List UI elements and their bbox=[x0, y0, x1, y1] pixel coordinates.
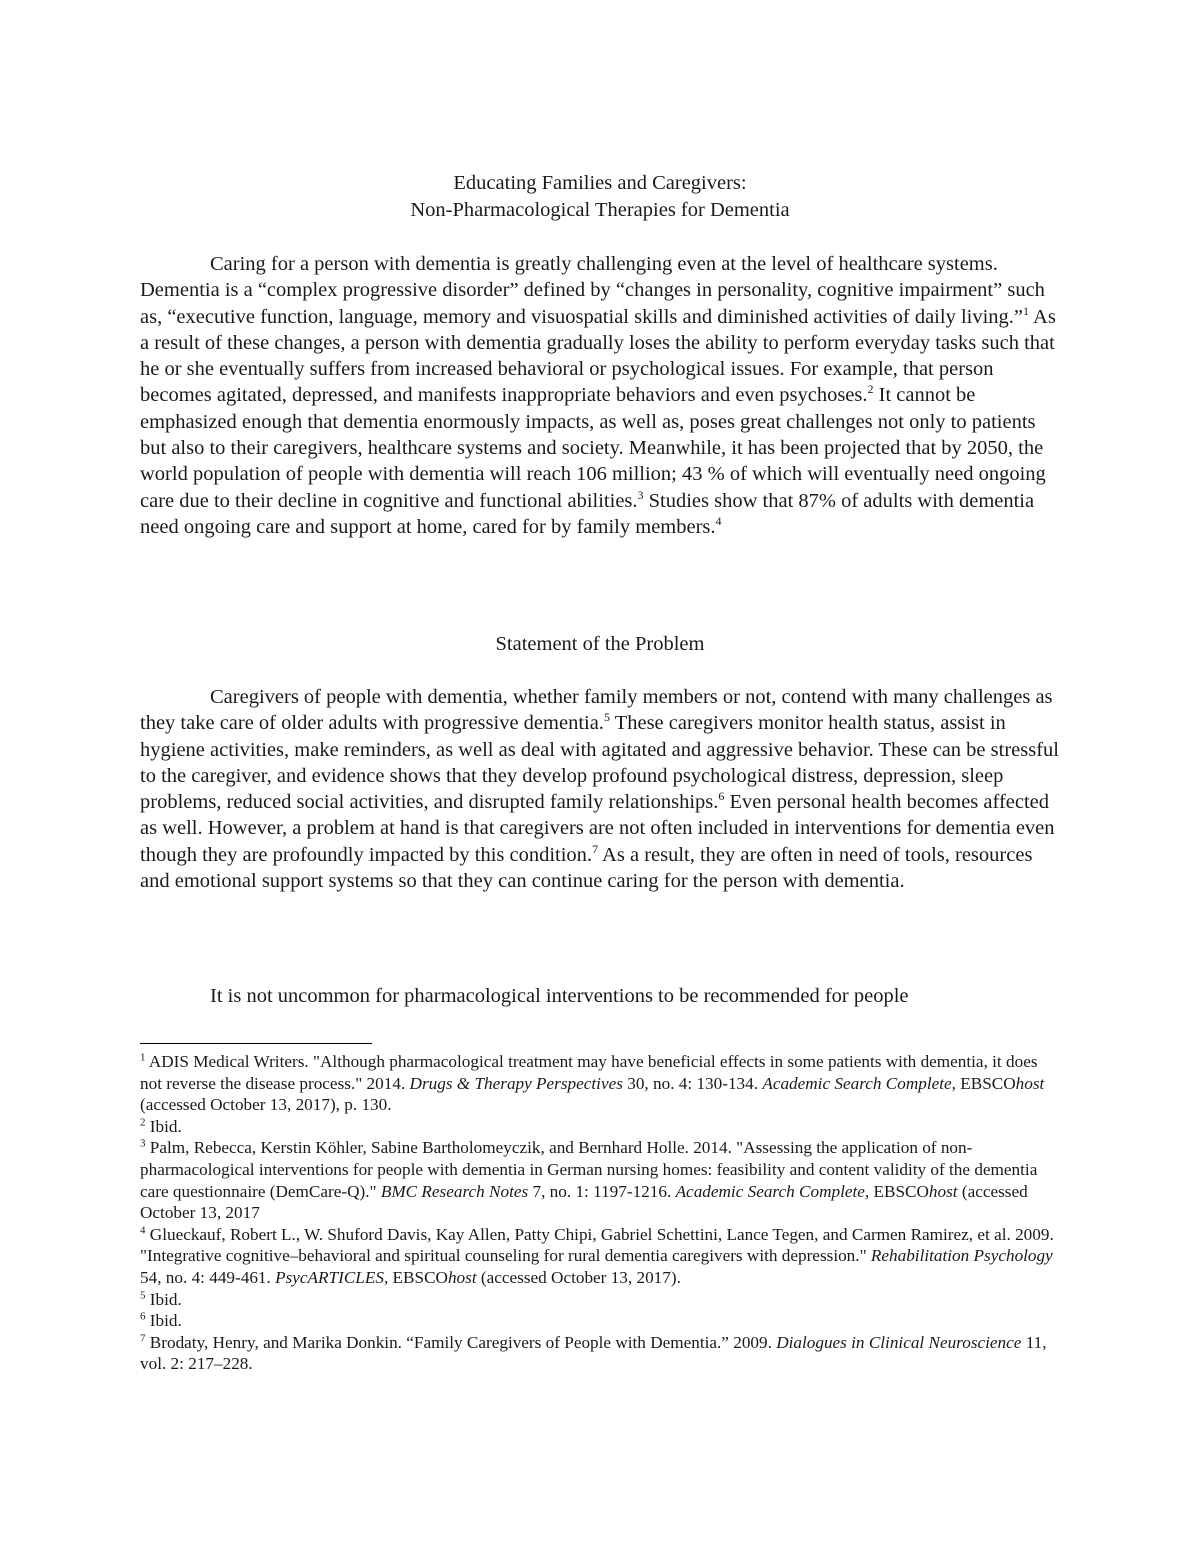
footnote-7 bbox=[140, 1332, 1060, 1375]
footnote-text: (accessed October 13, 2017 bbox=[140, 1181, 1028, 1223]
paragraph-text: Studies show that 87% of adults with dementia need ongoing care and support at home, cared for by family members. bbox=[140, 489, 1035, 538]
footnote-number: 3 bbox=[140, 1137, 146, 1150]
host-name: host bbox=[447, 1267, 477, 1287]
document-title bbox=[0, 170, 1200, 224]
paragraph-text: Even personal health becomes affected as well. However, a problem at hand is that caregivers are not often included in interventions for dementia even though they are profoundly impacted by this condition. bbox=[140, 791, 1055, 866]
footnote-number: 6 bbox=[140, 1310, 146, 1323]
paragraph-problem bbox=[140, 684, 1060, 894]
paragraph-text: Caring for a person with dementia is greatly challenging even at the level of healthcare systems. Dementia is a “complex progressive disorder” defined by “changes in personality, cognitive impairment” such as, “executive function, language, memory and visuospatial skills and diminished activities of daily living.” bbox=[140, 253, 1045, 328]
footnote-text: (accessed October 13, 2017), p. 130. bbox=[140, 1095, 392, 1115]
footnote-5 bbox=[140, 1289, 1060, 1311]
title-line-1: Educating Families and Caregivers: bbox=[453, 172, 747, 194]
footnote-3 bbox=[140, 1137, 1060, 1223]
paragraph-text: As a result of these changes, a person with dementia gradually loses the ability to perform everyday tasks such that he or she eventually suffers from increased behavioral or psychological issues. For example, that person becomes agitated, depressed, and manifests inappropriate behaviors and even psychoses. bbox=[140, 305, 1056, 407]
footnote-text: 11, vol. 2: 217–228. bbox=[140, 1332, 1047, 1374]
footnote-2 bbox=[140, 1116, 1060, 1138]
journal-title: BMC Research Notes bbox=[380, 1181, 529, 1201]
footnote-text: ADIS Medical Writers. "Although pharmacological treatment may have beneficial effects in some patients with dementia, it does not reverse the disease process." 2014. bbox=[140, 1052, 1038, 1093]
footnote-text: Palm, Rebecca, Kerstin Köhler, Sabine Bartholomeyczik, and Bernhard Holle. 2014. "Assessing the application of non-pharmacological interventions for people with dementia in German nursing homes: feasibility and content validity of the dementia care questionnaire (DemCare-Q)." bbox=[140, 1138, 1038, 1201]
database-name: Academic Search Complete bbox=[675, 1181, 865, 1201]
footnote-number: 1 bbox=[140, 1051, 146, 1064]
footnote-ref: 2 bbox=[867, 382, 874, 397]
host-name: host bbox=[1015, 1073, 1045, 1093]
footnote-ref: 6 bbox=[718, 789, 725, 804]
paragraph-text: These caregivers monitor health status, assist in hygiene activities, make reminders, as well as deal with agitated and aggressive behavior. These can be stressful to the caregiver, and evidence shows that they develop profound psychological distress, depression, sleep problems, reduced social activities, and disrupted family relationships. bbox=[140, 712, 1059, 814]
footnote-number: 2 bbox=[140, 1116, 146, 1129]
paragraph-intro bbox=[140, 251, 1060, 540]
host-name: host bbox=[928, 1181, 958, 1201]
footnote-text: Brodaty, Henry, and Marika Donkin. “Family Caregivers of People with Dementia.” 2009. bbox=[145, 1332, 777, 1352]
paragraph-text: As a result, they are often in need of tools, resources and emotional support systems so that they can continue caring for the person with dementia. bbox=[140, 843, 1033, 893]
paragraph-continued: It is not uncommon for pharmacological interventions to be recommended for people bbox=[210, 985, 909, 1007]
footnote-text: , EBSCO bbox=[383, 1267, 448, 1287]
footnote-4 bbox=[140, 1224, 1060, 1289]
paragraph-text: Caregivers of people with dementia, whether family members or not, contend with many challenges as they take care of older adults with progressive dementia. bbox=[140, 686, 1053, 735]
footnote-1 bbox=[140, 1051, 1060, 1116]
journal-title: Dialogues in Clinical Neuroscience bbox=[776, 1332, 1022, 1352]
footnote-ref: 5 bbox=[603, 710, 610, 725]
footnote-number: 5 bbox=[140, 1288, 146, 1301]
footnote-ref: 1 bbox=[1023, 303, 1030, 318]
footnote-text: (accessed October 13, 2017). bbox=[476, 1267, 681, 1287]
footnote-number: 4 bbox=[140, 1224, 146, 1237]
footnote-text: Glueckauf, Robert L., W. Shuford Davis, Kay Allen, Patty Chipi, Gabriel Schettini, Lance Tegen, and Carmen Ramirez, et al. 2009. "Integrative cognitive–behavioral and spiritual counseling for rural dementia caregivers with depression." bbox=[140, 1224, 1054, 1266]
journal-title: Drugs & Therapy Perspectives bbox=[409, 1073, 623, 1093]
footnotes bbox=[140, 1051, 1060, 1375]
footnote-text: 7, no. 1: 1197-1216. bbox=[528, 1181, 676, 1201]
footnote-text: , EBSCO bbox=[951, 1073, 1016, 1093]
footnote-text: Ibid. bbox=[145, 1311, 182, 1331]
paragraph-text: It cannot be emphasized enough that dementia enormously impacts, as well as, poses great challenges not only to patients but also to their caregivers, healthcare systems and society. Meanwhile, it has been projected that by 2050, the world population of people with dementia will reach 106 million; 43 % of which will eventually need ongoing care due to their decline in cognitive and functional abilities. bbox=[140, 384, 1046, 512]
footnote-ref: 4 bbox=[715, 514, 722, 529]
footnote-text: , EBSCO bbox=[864, 1181, 929, 1201]
footnote-ref: 3 bbox=[637, 487, 644, 502]
section-heading: Statement of the Problem bbox=[495, 633, 705, 655]
footnote-text: Ibid. bbox=[145, 1289, 182, 1309]
footnote-text: 54, no. 4: 449-461. bbox=[140, 1267, 276, 1287]
footnote-text: Ibid. bbox=[145, 1116, 182, 1136]
footnote-number: 7 bbox=[140, 1331, 146, 1344]
footnote-separator bbox=[140, 1043, 372, 1044]
footnote-text: 30, no. 4: 130-134. bbox=[622, 1073, 763, 1093]
footnote-ref: 7 bbox=[592, 841, 599, 856]
database-name: PsycARTICLES bbox=[275, 1267, 384, 1287]
journal-title: Rehabilitation Psychology bbox=[870, 1246, 1053, 1266]
database-name: Academic Search Complete bbox=[762, 1073, 952, 1093]
title-line-2: Non-Pharmacological Therapies for Dementia bbox=[410, 199, 790, 221]
footnote-6 bbox=[140, 1310, 1060, 1332]
